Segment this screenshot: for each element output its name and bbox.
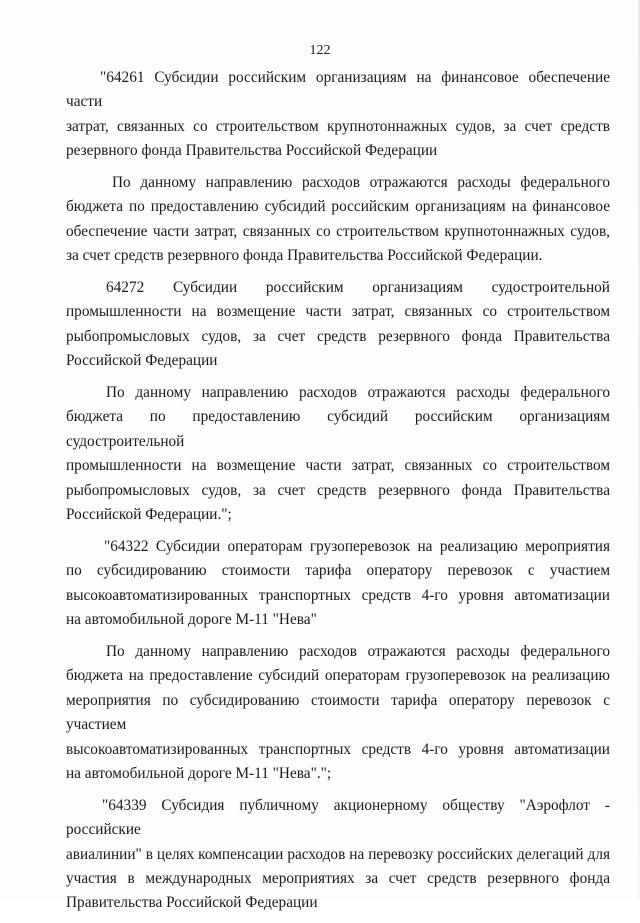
text-line: рыбопромысловых судов, за счет средств резервного фонда Правительства [66, 481, 610, 499]
text-line: Российской Федерации."; [66, 506, 232, 524]
text-line: промышленности на возмещение части затрат, связанных со строительством [66, 457, 610, 475]
text-line: бюджета на предоставление субсидий операторам грузоперевозок на реализацию [66, 667, 610, 685]
text-line: за счет средств резервного фонда Правительства Российской Федерации. [66, 247, 543, 265]
text-line: мероприятия по субсидированию стоимости тарифа оператору перевозок с участием [66, 691, 610, 734]
text-line: авиалинии" в целях компенсации расходов на перевозку российских делегаций для [66, 845, 610, 863]
text-line: рыбопромысловых судов, за счет средств резервного фонда Правительства [66, 327, 610, 345]
text-line: По данному направлению расходов отражаются расходы федерального [106, 384, 610, 402]
text-line: "64261 Субсидии российским организациям на финансовое обеспечение части [66, 69, 610, 111]
paragraph-64261-heading [66, 66, 610, 164]
text-line: затрат, связанных со строительством крупнотоннажных судов, за счет средств [66, 117, 610, 135]
text-line: на автомобильной дороге М-11 "Нева"."; [66, 764, 332, 782]
document-body [66, 66, 610, 923]
paragraph-64272-description [66, 381, 610, 527]
text-line: обеспечение части затрат, связанных со строительством крупнотоннажных судов, [66, 222, 610, 240]
text-line: "64322 Субсидии операторам грузоперевозок на реализацию мероприятия [104, 537, 610, 555]
text-line: участия в международных мероприятиях за счет средств резервного фонда [66, 869, 610, 887]
text-line: Правительства Российской Федерации [66, 894, 318, 912]
text-line: на автомобильной дороге М-11 "Нева" [66, 611, 317, 629]
paragraph-64261-description [66, 171, 610, 269]
page-number: 122 [309, 43, 331, 58]
text-line: резервного фонда Правительства Российской Федерации [66, 142, 438, 160]
text-line: бюджета по предоставлению субсидий российским организациям на финансовое [66, 198, 610, 216]
paragraph-64322-heading [66, 535, 610, 633]
text-line: высокоавтоматизированных транспортных средств 4-го уровня автоматизации [66, 740, 610, 758]
paragraph-64272-heading [66, 276, 610, 374]
text-line: бюджета по предоставлению субсидий российским организациям судостроительной [66, 408, 610, 450]
text-line: По данному направлению расходов отражаются расходы федерального [112, 174, 610, 192]
text-line: Российской Федерации [66, 352, 218, 370]
text-line: промышленности на возмещение части затрат, связанных со строительством [66, 303, 610, 321]
paragraph-64339-heading [66, 794, 610, 916]
text-line: "64339 Субсидия публичному акционерному обществу "Аэрофлот - российские [66, 796, 610, 839]
text-line: по субсидированию стоимости тарифа оператору перевозок с участием [66, 562, 610, 580]
text-line: По данному направлению расходов отражаются расходы федерального [106, 642, 610, 660]
text-line: высокоавтоматизированных транспортных средств 4-го уровня автоматизации [66, 586, 610, 604]
paragraph-64322-description [66, 640, 610, 786]
text-line: 64272 Субсидии российским организациям судостроительной [106, 279, 610, 297]
